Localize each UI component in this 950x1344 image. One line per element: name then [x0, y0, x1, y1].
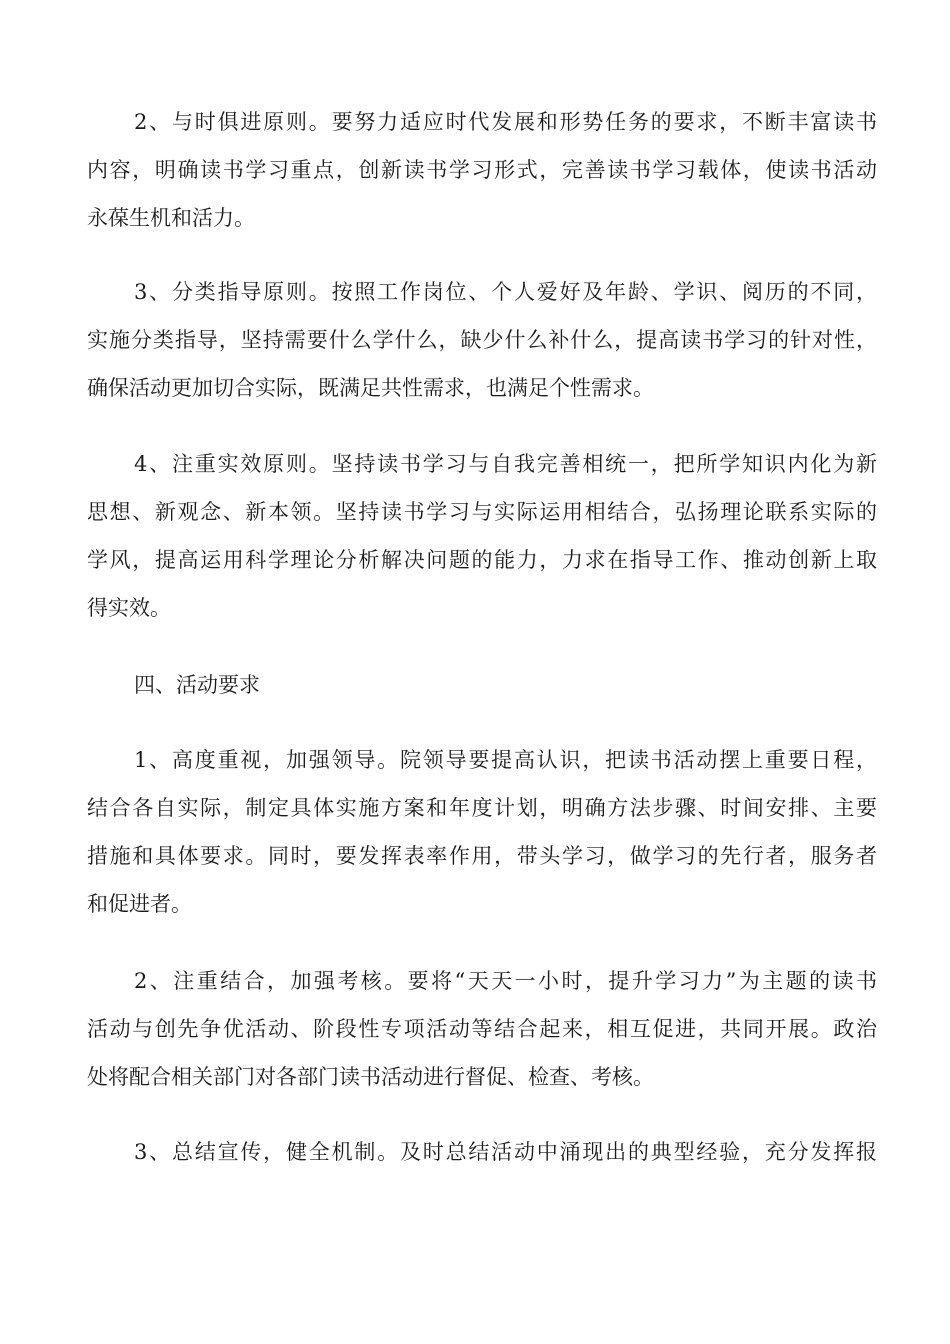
- paragraph-line: 和促进者。: [87, 892, 192, 916]
- section-heading: 四、活动要求: [134, 673, 260, 697]
- paragraph-line: 活动与创先争优活动、阶段性专项活动等结合起来，相互促进，共同开展。政治: [87, 1017, 877, 1041]
- paragraph-line: 4、注重实效原则。坚持读书学习与自我完善相统一，把所学知识内化为新: [134, 452, 877, 476]
- paragraph-line: 3、分类指导原则。按照工作岗位、个人爱好及年龄、学识、阅历的不同，: [134, 280, 877, 304]
- paragraph-line: 得实效。: [87, 596, 171, 620]
- paragraph-line: 思想、新观念、新本领。坚持读书学习与实际运用相结合，弘扬理论联系实际的: [87, 500, 877, 524]
- paragraph-line: 实施分类指导，坚持需要什么学什么，缺少什么补什么，提高读书学习的针对性，: [87, 328, 877, 352]
- paragraph-line: 1、高度重视，加强领导。院领导要提高认识，把读书活动摆上重要日程，: [134, 748, 877, 772]
- paragraph-line: 确保活动更加切合实际，既满足共性需求，也满足个性需求。: [87, 376, 654, 400]
- paragraph-line: 结合各自实际，制定具体实施方案和年度计划，明确方法步骤、时间安排、主要: [87, 796, 877, 820]
- paragraph-line: 处将配合相关部门对各部门读书活动进行督促、检查、考核。: [87, 1065, 654, 1089]
- paragraph-line: 永葆生机和活力。: [87, 206, 255, 230]
- paragraph-line: 2、注重结合，加强考核。要将“天天一小时，提升学习力”为主题的读书: [134, 969, 877, 993]
- paragraph-line: 2、与时俱进原则。要努力适应时代发展和形势任务的要求，不断丰富读书: [134, 110, 877, 134]
- paragraph-line: 内容，明确读书学习重点，创新读书学习形式，完善读书学习载体，使读书活动: [87, 158, 877, 182]
- paragraph-line: 3、总结宣传，健全机制。及时总结活动中涌现出的典型经验，充分发挥报: [134, 1140, 877, 1164]
- paragraph-line: 措施和具体要求。同时，要发挥表率作用，带头学习，做学习的先行者，服务者: [87, 844, 877, 868]
- paragraph-line: 学风，提高运用科学理论分析解决问题的能力，力求在指导工作、推动创新上取: [87, 548, 877, 572]
